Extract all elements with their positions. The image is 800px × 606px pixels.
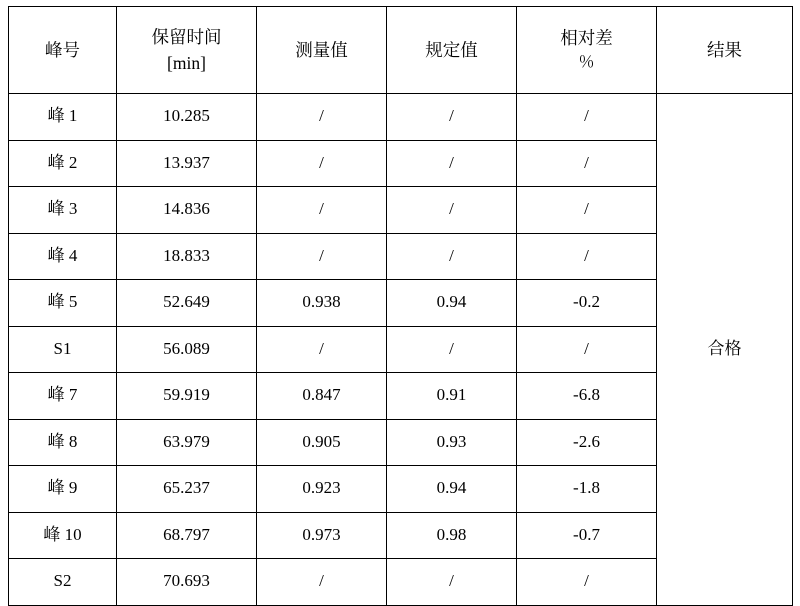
- cell-retention-time: 13.937: [117, 140, 257, 187]
- cell-retention-time: 70.693: [117, 559, 257, 606]
- cell-relative: -0.7: [517, 512, 657, 559]
- cell-spec: 0.93: [387, 419, 517, 466]
- cell-peak: 峰 5: [9, 280, 117, 327]
- cell-peak: 峰 1: [9, 94, 117, 141]
- column-header-specified-value: [387, 7, 517, 94]
- column-header-peak-no-line1: 峰号: [45, 39, 80, 60]
- cell-retention-time: 56.089: [117, 326, 257, 373]
- cell-spec: 0.91: [387, 373, 517, 420]
- cell-spec: 0.94: [387, 280, 517, 327]
- cell-spec: /: [387, 187, 517, 234]
- cell-peak: 峰 8: [9, 419, 117, 466]
- cell-spec: /: [387, 233, 517, 280]
- cell-spec: 0.98: [387, 512, 517, 559]
- cell-retention-time: 63.979: [117, 419, 257, 466]
- cell-relative: /: [517, 233, 657, 280]
- cell-retention-time: 14.836: [117, 187, 257, 234]
- cell-relative: /: [517, 187, 657, 234]
- cell-relative: /: [517, 94, 657, 141]
- cell-relative: -2.6: [517, 419, 657, 466]
- cell-spec: /: [387, 326, 517, 373]
- column-header-result-line1: 结果: [707, 39, 742, 60]
- cell-measured: 0.923: [257, 466, 387, 513]
- cell-measured: /: [257, 94, 387, 141]
- cell-measured: 0.847: [257, 373, 387, 420]
- cell-measured: 0.938: [257, 280, 387, 327]
- cell-relative: /: [517, 326, 657, 373]
- cell-retention-time: 10.285: [117, 94, 257, 141]
- column-header-result: [657, 7, 793, 94]
- cell-retention-time: 65.237: [117, 466, 257, 513]
- column-header-relative-difference-line2: ％: [578, 54, 595, 72]
- cell-relative: /: [517, 559, 657, 606]
- cell-measured: /: [257, 326, 387, 373]
- column-header-relative-difference-line1: 相对差: [560, 27, 613, 48]
- column-header-retention-time-line2: [min]: [167, 53, 206, 73]
- column-header-specified-value-line1: 规定值: [425, 39, 478, 60]
- cell-relative: -0.2: [517, 280, 657, 327]
- column-header-peak-no: [9, 7, 117, 94]
- cell-retention-time: 68.797: [117, 512, 257, 559]
- cell-spec: /: [387, 94, 517, 141]
- cell-spec: 0.94: [387, 466, 517, 513]
- cell-spec: /: [387, 559, 517, 606]
- cell-peak: 峰 7: [9, 373, 117, 420]
- column-header-measured-value-line1: 测量值: [295, 39, 348, 60]
- table-row: [9, 94, 793, 141]
- cell-measured: 0.973: [257, 512, 387, 559]
- cell-peak: 峰 10: [9, 512, 117, 559]
- cell-peak: 峰 2: [9, 140, 117, 187]
- results-table: [8, 6, 793, 606]
- cell-measured: /: [257, 559, 387, 606]
- column-header-retention-time-line1: 保留时间: [151, 26, 222, 47]
- cell-result: 合格: [657, 94, 793, 606]
- cell-measured: /: [257, 140, 387, 187]
- cell-retention-time: 59.919: [117, 373, 257, 420]
- column-header-relative-difference: [517, 7, 657, 94]
- header-row: [9, 7, 793, 94]
- cell-relative: -6.8: [517, 373, 657, 420]
- cell-measured: /: [257, 233, 387, 280]
- cell-measured: /: [257, 187, 387, 234]
- table-body: [9, 94, 793, 606]
- table-header: [9, 7, 793, 94]
- cell-peak: 峰 9: [9, 466, 117, 513]
- cell-retention-time: 18.833: [117, 233, 257, 280]
- cell-retention-time: 52.649: [117, 280, 257, 327]
- cell-peak: S1: [9, 326, 117, 373]
- cell-peak: S2: [9, 559, 117, 606]
- cell-measured: 0.905: [257, 419, 387, 466]
- cell-relative: -1.8: [517, 466, 657, 513]
- column-header-measured-value: [257, 7, 387, 94]
- cell-peak: 峰 4: [9, 233, 117, 280]
- cell-spec: /: [387, 140, 517, 187]
- cell-peak: 峰 3: [9, 187, 117, 234]
- cell-relative: /: [517, 140, 657, 187]
- column-header-retention-time: [117, 7, 257, 94]
